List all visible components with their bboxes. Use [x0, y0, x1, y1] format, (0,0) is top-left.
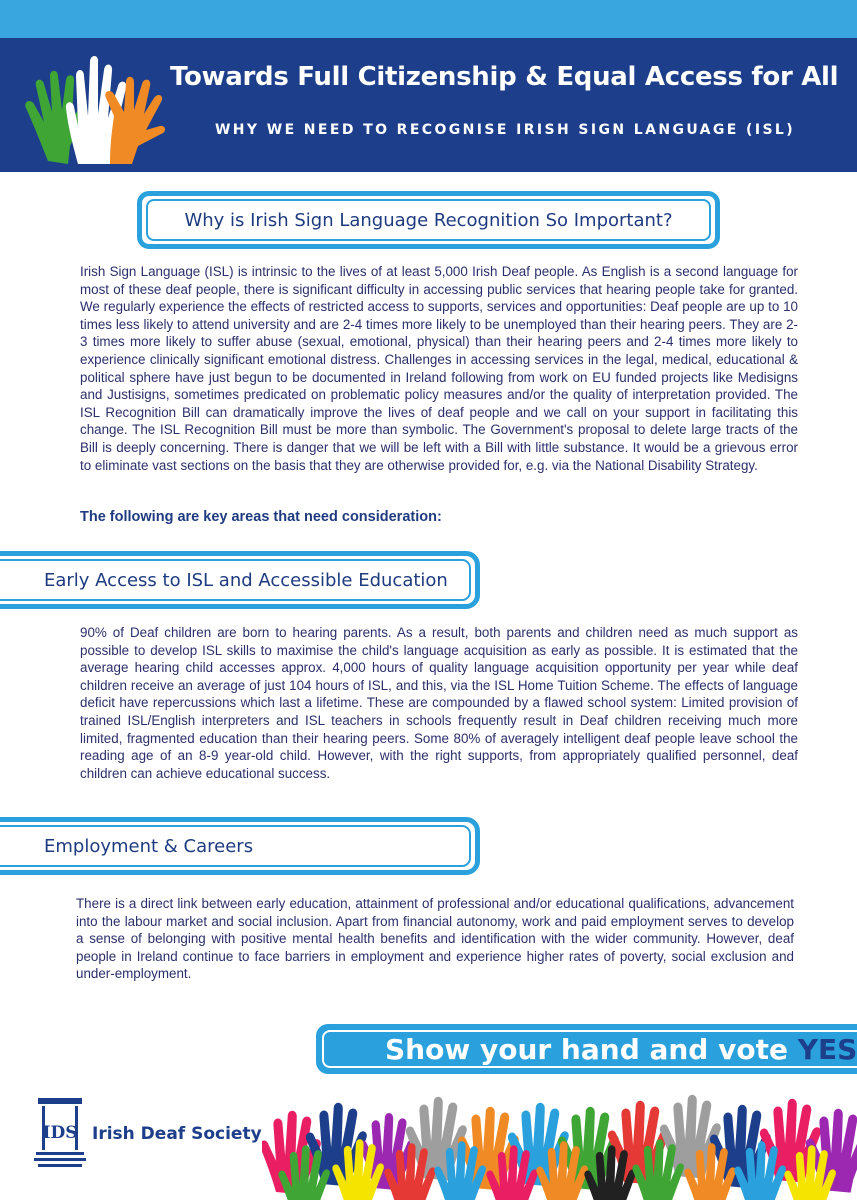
education-heading-box — [0, 559, 471, 601]
page-title: Towards Full Citizenship & Equal Access for All — [170, 62, 839, 92]
raised-hands-artwork — [262, 1086, 857, 1200]
top-accent-strip — [0, 0, 857, 38]
intro-heading: Why is Irish Sign Language Recognition So Important? — [184, 209, 673, 231]
vote-banner-text — [385, 1030, 855, 1070]
ids-pillar-logo-icon — [34, 1096, 86, 1174]
vote-slogan: Show your hand and vote — [385, 1033, 788, 1066]
intro-heading-box — [146, 199, 711, 241]
education-paragraph: 90% of Deaf children are born to hearing parents. As a result, both parents and children need as much support as possible to develop ISL skills to maximise the child's language acquisition as early as possible. It is estimated that the average hearing child accesses approx. 4,000 hours of quality language acquisition opportunity per year while deaf children receive an average of just 104 hours of ISL, and this, via the ISL Home Tuition Scheme. The effects of language deficit have repercussions which last a lifetime. These are compounded by a flawed school system: Limited provision of trained ISL/English interpreters and ISL teachers in schools frequently result in Deaf children receiving much more limited, fragmented education than their hearing peers. Some 80% of averagely intelligent deaf people leave school the reading age of an 8-9 year-old child. However, with the right supports, from appropriately qualified personnel, deaf children can achieve educational success. — [80, 625, 798, 781]
employment-heading-box — [0, 825, 471, 867]
header-banner — [0, 38, 857, 172]
education-heading: Early Access to ISL and Accessible Education — [44, 569, 448, 591]
intro-paragraph: Irish Sign Language (ISL) is intrinsic to the lives of at least 5,000 Irish Deaf people. As English is a second language for most of these deaf people, there is significant difficulty in accessing public services that hearing people take for granted. We regularly experience the effects of restricted access to supports, services and opportunities: Deaf people are up to 10 times less likely to attend university and are 2-4 times more likely to be unemployed than their hearing peers. They are 2-3 times more likely to suffer abuse (sexual, emotional, physical) than their hearing peers and 2-4 times more likely to experience clinically significant emotional distress. Challenges in accessing services in the legal, medical, educational & political sphere have just begun to be documented in Ireland following from work on EU funded projects like Medisigns and Justisigns, sometimes predicated on problematic policy measures and/or the quality of interpretation provided. The ISL Recognition Bill can dramatically improve the lives of deaf people and we call on your support in facilitating this change. The ISL Recognition Bill must be more than symbolic. The Government's proposal to delete large tracts of the Bill is deeply concerning. There is danger that we will be left with a Bill with little substance. It would be a grievous error to eliminate vast sections on the basis that they are otherwise provided for, e.g. via the National Disability Strategy. — [80, 264, 798, 473]
org-name: Irish Deaf Society — [92, 1124, 262, 1144]
vote-yes: YES — [797, 1033, 857, 1066]
ids-logo-text: IDS — [42, 1123, 78, 1143]
employment-paragraph: There is a direct link between early education, attainment of professional and/or educational qualifications, advancement into the labour market and social inclusion. Apart from financial autonomy, work and paid employment serves to develop a sense of belonging with positive mental health benefits and identification with the wider community. However, deaf people in Ireland continue to face barriers in employment and experience higher rates of poverty, social exclusion and under-employment. — [76, 896, 794, 982]
orange-hand — [105, 77, 165, 164]
tricolour-hands-icon — [18, 46, 168, 166]
employment-heading: Employment & Careers — [44, 835, 254, 857]
key-areas-lead: The following are key areas that need consideration: — [80, 509, 442, 525]
page-subtitle: WHY WE NEED TO RECOGNISE IRISH SIGN LANGUAGE (ISL) — [214, 122, 796, 138]
